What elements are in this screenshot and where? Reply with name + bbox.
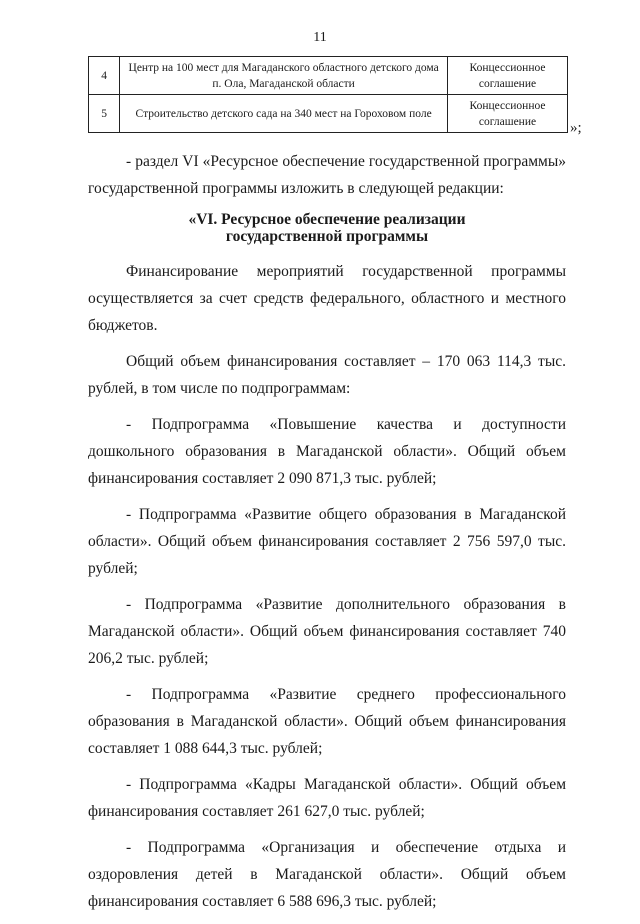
- projects-table: [88, 56, 568, 133]
- intro-paragraph: - раздел VI «Ресурсное обеспечение государственной программы» государственной программы изложить в следующей редакции:: [88, 153, 566, 197]
- paragraph-subprogram: - Подпрограмма «Организация и обеспечение отдыха и оздоровления детей в Магаданской области». Общий объем финансирования составляет 6 588 696,3 тыс. рублей;: [88, 839, 566, 910]
- paragraph-subprogram: - Подпрограмма «Развитие дополнительного образования в Магаданской области». Общий объем финансирования составляет 740 206,2 тыс. рублей;: [88, 596, 566, 667]
- page-number: 11: [313, 30, 327, 45]
- section-heading-line: «VI. Ресурсное обеспечение реализации: [188, 211, 466, 228]
- object-name: Строительство детского сада на 340 мест на Гороховом поле: [120, 95, 448, 133]
- paragraph-subprogram: - Подпрограмма «Кадры Магаданской области». Общий объем финансирования составляет 261 627,0 тыс. рублей;: [88, 776, 566, 820]
- table-row: [89, 95, 568, 133]
- section-heading: [88, 211, 566, 245]
- object-name: Центр на 100 мест для Магаданского областного детского дома п. Ола, Магаданской области: [120, 57, 448, 95]
- closing-quote-mark: »;: [570, 120, 582, 136]
- paragraph-financing-sources: Финансирование мероприятий государственной программы осуществляется за счет средств федерального, областного и местного бюджетов.: [88, 263, 566, 334]
- table-row: [89, 57, 568, 95]
- document-body: [88, 148, 566, 924]
- section-heading-line: государственной программы: [225, 228, 429, 245]
- row-number: 4: [89, 57, 120, 95]
- paragraph-subprogram: - Подпрограмма «Развитие среднего профессионального образования в Магаданской области». Общий объем финансирования составляет 1 088 644,3 тыс. рублей;: [88, 686, 566, 757]
- agreement-form: Концессионное соглашение: [447, 57, 567, 95]
- paragraph-subprogram: - Подпрограмма «Развитие общего образования в Магаданской области». Общий объем финансирования составляет 2 756 597,0 тыс. рублей;: [88, 506, 566, 577]
- paragraph-total-volume: Общий объем финансирования составляет – 170 063 114,3 тыс. рублей, в том числе по подпрограммам:: [88, 353, 566, 397]
- agreement-form: Концессионное соглашение: [447, 95, 567, 133]
- row-number: 5: [89, 95, 120, 133]
- paragraph-subprogram: - Подпрограмма «Повышение качества и доступности дошкольного образования в Магаданской области». Общий объем финансирования составляет 2 090 871,3 тыс. рублей;: [88, 416, 566, 487]
